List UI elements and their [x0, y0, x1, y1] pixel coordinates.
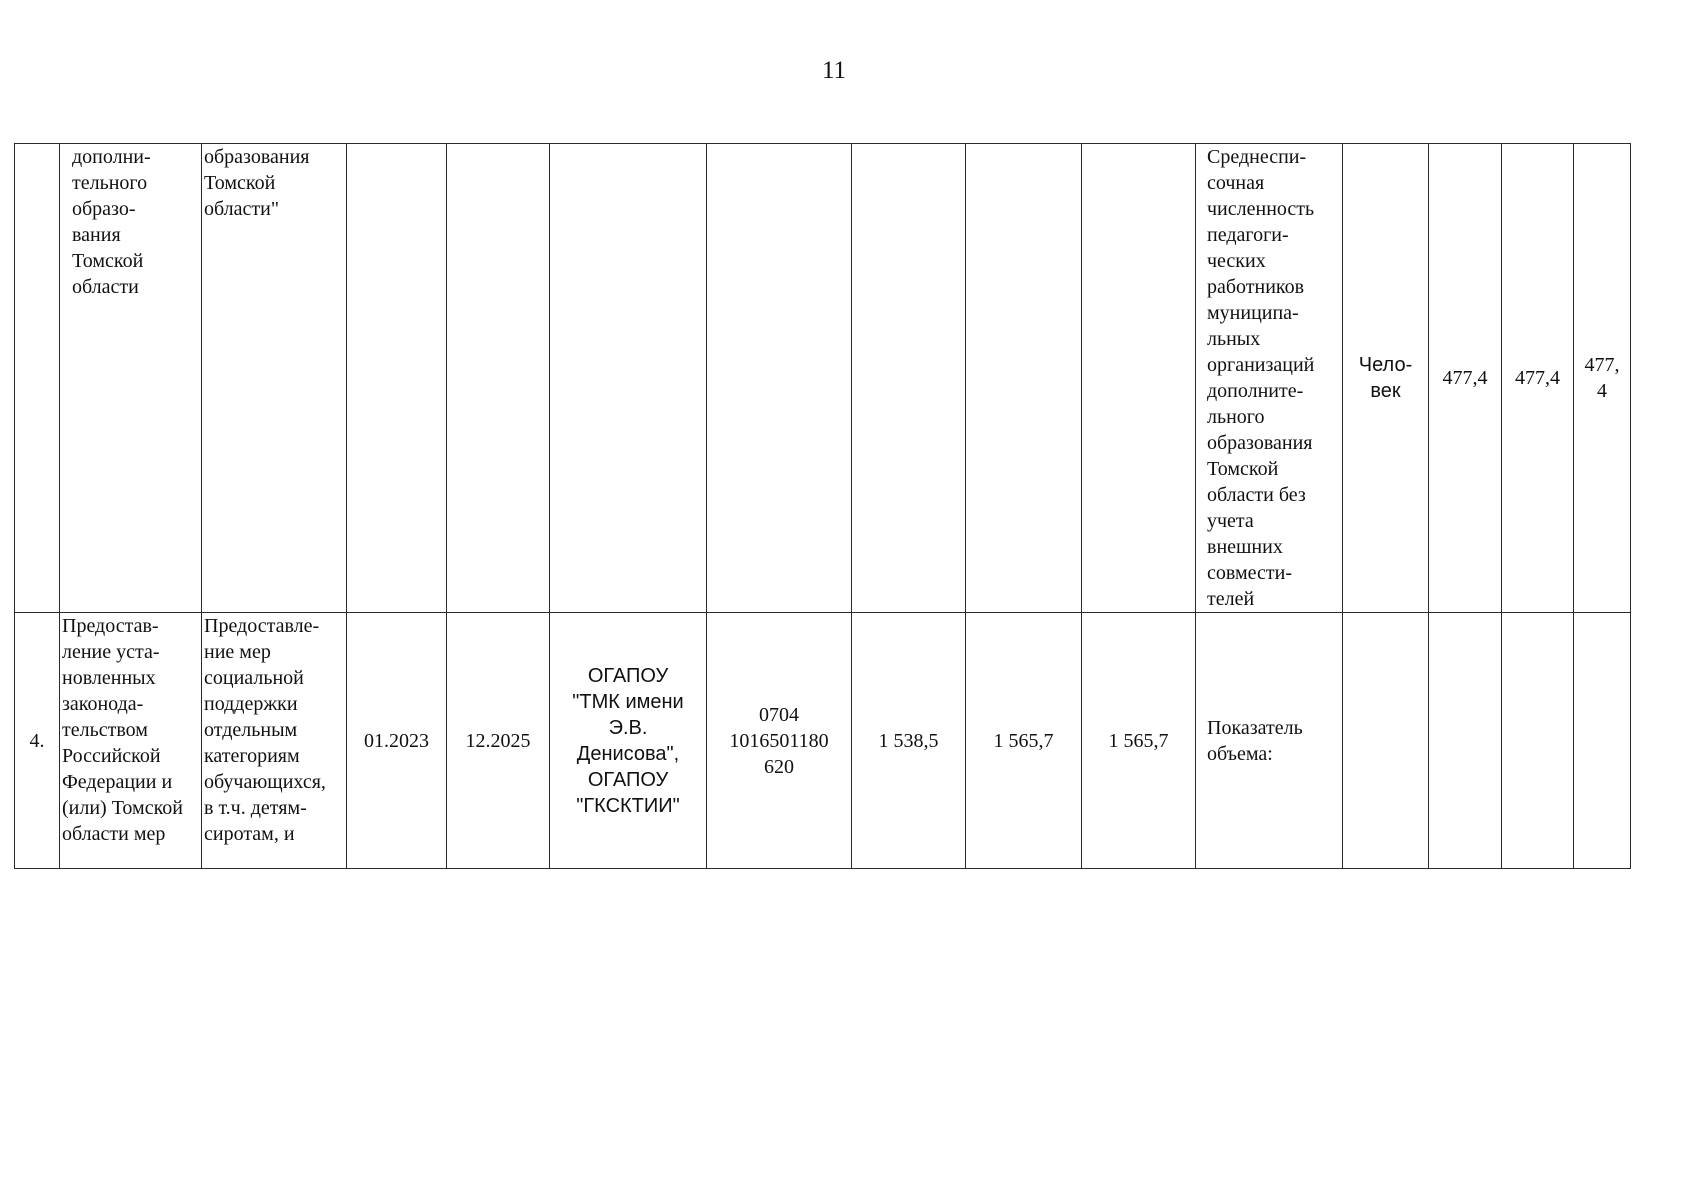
- cell-measure-name: Предостав- ление уста- новленных законода- тельством Российской Федерации и (или) Томской области мер: [60, 613, 202, 869]
- cell-value-2025: 1 565,7: [1082, 613, 1196, 869]
- table-row-continued: [15, 144, 1631, 613]
- cell-unit: Чело- век: [1343, 144, 1429, 613]
- cell-indicator-2025: [1574, 613, 1631, 869]
- cell-value-2023: 1 538,5: [852, 613, 966, 869]
- cell-value-2024: 1 565,7: [966, 613, 1082, 869]
- cell-start-date: [347, 144, 447, 613]
- cell-budget-code: 0704 1016501180 620: [707, 613, 852, 869]
- cell-budget-code: [707, 144, 852, 613]
- page-number: 11: [821, 57, 847, 84]
- cell-value-2025: [1082, 144, 1196, 613]
- cell-executor: ОГАПОУ "ТМК имени Э.В. Денисова", ОГАПОУ "ГКСКТИИ": [550, 613, 707, 869]
- cell-number: 4.: [15, 613, 60, 869]
- cell-end-date: 12.2025: [447, 613, 550, 869]
- cell-number: [15, 144, 60, 613]
- cell-value-2023: [852, 144, 966, 613]
- cell-indicator-name: Среднеспи- сочная численность педагоги- ческих работников муниципа- льных организаций дополните- льного образования Томской области без учета внешних совмести- телей: [1196, 144, 1343, 613]
- cell-measure-description: Предоставле- ние мер социальной поддержки отдельным категориям обучающихся, в т.ч. детям- сиротам, и: [202, 613, 347, 869]
- measures-table: [14, 143, 1631, 869]
- cell-indicator-2023: 477,4: [1429, 144, 1502, 613]
- cell-indicator-2023: [1429, 613, 1502, 869]
- cell-executor: [550, 144, 707, 613]
- cell-measure-description: образования Томской области": [202, 144, 347, 613]
- cell-indicator-name: Показатель объема:: [1196, 613, 1343, 869]
- cell-indicator-2025: 477, 4: [1574, 144, 1631, 613]
- cell-indicator-2024: [1502, 613, 1574, 869]
- cell-start-date: 01.2023: [347, 613, 447, 869]
- cell-end-date: [447, 144, 550, 613]
- cell-unit: [1343, 613, 1429, 869]
- table-row-4: [15, 613, 1631, 869]
- cell-measure-name: дополни- тельного образо- вания Томской области: [60, 144, 202, 613]
- cell-value-2024: [966, 144, 1082, 613]
- cell-indicator-2024: 477,4: [1502, 144, 1574, 613]
